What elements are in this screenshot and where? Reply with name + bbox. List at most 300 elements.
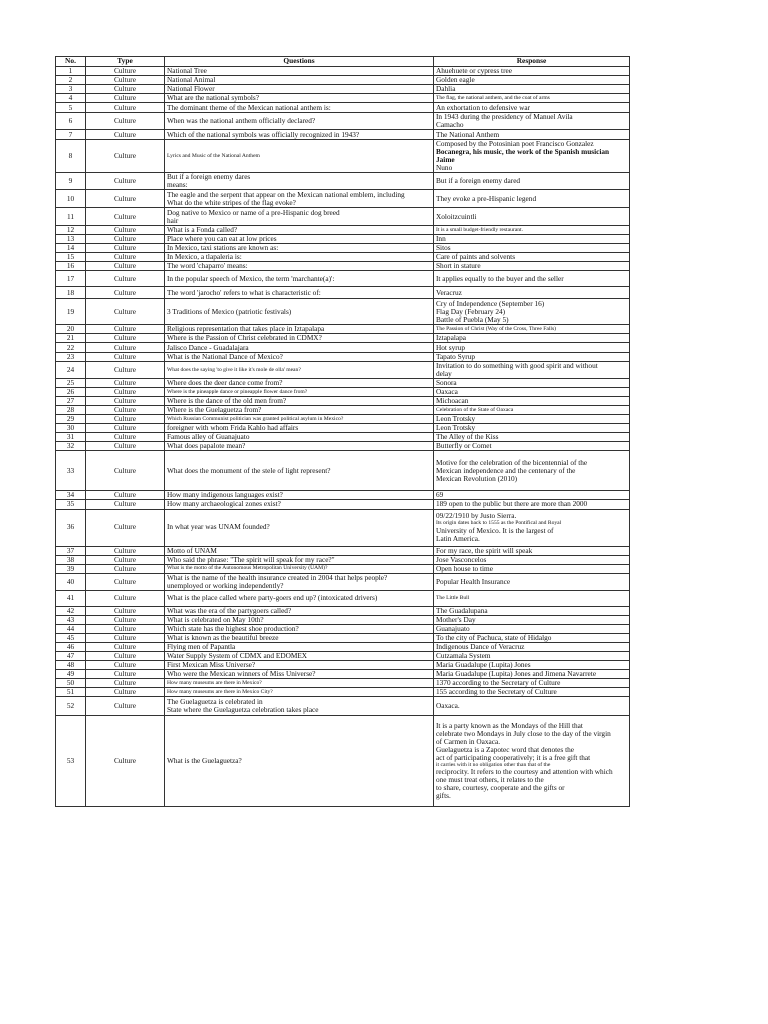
table-row	[56, 433, 630, 442]
response-cell	[434, 633, 630, 642]
row-number: 8	[56, 140, 86, 173]
header-type: Type	[86, 57, 165, 67]
table-row	[56, 262, 630, 271]
question-text: means:	[167, 180, 188, 190]
question-text: State where the Guelaguetza celebration takes place	[167, 704, 319, 714]
response-text: Sonora	[436, 378, 457, 388]
question-cell	[165, 406, 434, 415]
response-cell	[434, 67, 630, 76]
row-type: Culture	[86, 573, 165, 590]
response-text: of Carmen in Oaxaca.	[436, 736, 501, 746]
table-row	[56, 590, 630, 606]
response-text: Mexican Revolution (2010)	[436, 473, 518, 483]
row-type: Culture	[86, 325, 165, 334]
response-cell	[434, 451, 630, 491]
response-text: Inn	[436, 234, 446, 244]
row-type: Culture	[86, 262, 165, 271]
response-text: Composed by the Potosinian poet Francisco Gonzalez	[436, 139, 594, 149]
row-number: 27	[56, 397, 86, 406]
question-text: 3 Traditions of Mexico (patriotic festivals)	[167, 306, 292, 316]
table-row	[56, 94, 630, 103]
question-cell	[165, 500, 434, 509]
table-row	[56, 103, 630, 113]
table-row	[56, 669, 630, 678]
question-cell	[165, 687, 434, 696]
row-type: Culture	[86, 500, 165, 509]
response-text: Camacho	[436, 120, 464, 130]
question-cell	[165, 590, 434, 606]
table-row	[56, 130, 630, 140]
table-row	[56, 397, 630, 406]
response-text: Celebration of the State of Oaxaca	[436, 407, 514, 414]
response-text: But if a foreign enemy dared	[436, 176, 521, 186]
question-text: What does the saying 'to give it like it's mole de olla' mean?	[167, 367, 301, 374]
row-type: Culture	[86, 94, 165, 103]
table-row	[56, 715, 630, 806]
response-cell	[434, 299, 630, 325]
question-cell	[165, 94, 434, 103]
row-type: Culture	[86, 633, 165, 642]
question-cell	[165, 606, 434, 615]
row-number: 9	[56, 173, 86, 190]
response-cell	[434, 615, 630, 624]
row-number: 15	[56, 253, 86, 262]
row-number: 11	[56, 208, 86, 226]
table-row	[56, 687, 630, 696]
table-row	[56, 388, 630, 397]
row-type: Culture	[86, 433, 165, 442]
response-text: Golden eagle	[436, 75, 475, 85]
question-text: Flying men of Papantla	[167, 642, 236, 651]
question-cell	[165, 130, 434, 140]
row-number: 21	[56, 334, 86, 343]
response-cell	[434, 287, 630, 299]
response-cell	[434, 103, 630, 113]
row-type: Culture	[86, 85, 165, 94]
question-cell	[165, 642, 434, 651]
row-number: 10	[56, 190, 86, 208]
question-cell	[165, 85, 434, 94]
response-text: It is a party known as the Mondays of the Hill that	[436, 720, 583, 730]
row-type: Culture	[86, 590, 165, 606]
question-text: What do the white stripes of the flag evoke?	[167, 197, 296, 207]
table-row	[56, 624, 630, 633]
question-cell	[165, 325, 434, 334]
row-number: 4	[56, 94, 86, 103]
response-text: delay	[436, 369, 452, 379]
row-type: Culture	[86, 253, 165, 262]
response-text: Butterfly or Comet	[436, 441, 492, 451]
question-cell	[165, 353, 434, 362]
question-text: In Mexico, taxi stations are known as:	[167, 243, 279, 253]
row-type: Culture	[86, 696, 165, 715]
question-cell	[165, 76, 434, 85]
question-text: The word 'chaparro' means:	[167, 261, 248, 271]
response-text: gifts.	[436, 790, 451, 800]
response-text: Xoloitzcuintli	[436, 211, 477, 221]
response-text: Short in stature	[436, 261, 481, 271]
response-text: Flag Day (February 24)	[436, 306, 506, 316]
question-cell	[165, 253, 434, 262]
response-cell	[434, 624, 630, 633]
question-text: First Mexican Miss Universe?	[167, 660, 256, 669]
question-cell	[165, 226, 434, 235]
question-text: How many museums are there in Mexico?	[167, 679, 262, 686]
row-type: Culture	[86, 442, 165, 451]
table-row	[56, 651, 630, 660]
question-text: In Mexico, a tlapaleria is:	[167, 252, 242, 262]
question-text: National Animal	[167, 75, 216, 85]
question-cell	[165, 379, 434, 388]
question-cell	[165, 173, 434, 190]
question-cell	[165, 67, 434, 76]
response-text: Guanajuato	[436, 624, 470, 633]
question-cell	[165, 262, 434, 271]
question-cell	[165, 334, 434, 343]
question-text: What is a Fonda called?	[167, 225, 238, 235]
response-cell	[434, 94, 630, 103]
response-text: Jose Vasconcelos	[436, 555, 487, 564]
row-number: 28	[56, 406, 86, 415]
row-number: 22	[56, 343, 86, 353]
table-row	[56, 353, 630, 362]
question-text: What was the era of the partygoers called?	[167, 606, 292, 615]
response-cell	[434, 388, 630, 397]
response-text: Motive for the celebration of the bicentennial of the	[436, 457, 588, 467]
response-cell	[434, 235, 630, 244]
response-text: The Passion of Christ (Way of the Cross, Three Falls)	[436, 326, 557, 333]
row-number: 35	[56, 500, 86, 509]
question-text: Where is the pineapple dance or pineapple flower dance from?	[167, 389, 308, 396]
row-number: 39	[56, 564, 86, 573]
response-cell	[434, 226, 630, 235]
response-text: To the city of Pachuca, state of Hidalgo	[436, 633, 552, 642]
response-cell	[434, 509, 630, 546]
row-type: Culture	[86, 669, 165, 678]
response-text: to share, courtesy, cooperate and the gifts or	[436, 782, 565, 792]
table-row	[56, 442, 630, 451]
response-cell	[434, 253, 630, 262]
response-cell	[434, 113, 630, 130]
response-cell	[434, 669, 630, 678]
row-type: Culture	[86, 287, 165, 299]
question-text: When was the national anthem officially declared?	[167, 116, 316, 126]
response-cell	[434, 244, 630, 253]
response-text: An exhortation to defensive war	[436, 102, 531, 112]
question-text: How many museums are there in Mexico City?	[167, 688, 273, 695]
response-text: Open house to time	[436, 564, 493, 573]
question-text: foreigner with whom Frida Kahlo had affairs	[167, 423, 299, 433]
response-text: 09/22/1910 by Justo Sierra.	[436, 511, 517, 521]
row-number: 48	[56, 660, 86, 669]
response-text: celebrate two Mondays in July close to the day of the virgin	[436, 728, 611, 738]
response-cell	[434, 415, 630, 424]
question-cell	[165, 362, 434, 379]
response-text: Guelaguetza is a Zapotec word that denotes the	[436, 744, 574, 754]
response-text: Maria Guadalupe (Lupita) Jones	[436, 660, 531, 669]
row-type: Culture	[86, 678, 165, 687]
row-type: Culture	[86, 67, 165, 76]
response-text: For my race, the spirit will speak	[436, 546, 533, 555]
question-text: Who said the phrase: "The spirit will speak for my race?"	[167, 555, 335, 564]
question-text: Which state has the highest shoe production?	[167, 624, 299, 633]
row-number: 52	[56, 696, 86, 715]
question-cell	[165, 651, 434, 660]
row-number: 50	[56, 678, 86, 687]
question-text: What is the National Dance of Mexico?	[167, 352, 283, 362]
table-row	[56, 564, 630, 573]
row-number: 46	[56, 642, 86, 651]
response-cell	[434, 651, 630, 660]
row-number: 47	[56, 651, 86, 660]
question-cell	[165, 573, 434, 590]
response-text: Its origin dates back to 1555 as the Pontifical and Royal	[436, 520, 562, 527]
header-response: Response	[434, 57, 630, 67]
question-text: What is the name of the health insurance created in 2004 that helps people?	[167, 573, 388, 582]
row-type: Culture	[86, 103, 165, 113]
row-type: Culture	[86, 397, 165, 406]
row-type: Culture	[86, 271, 165, 287]
response-text: They evoke a pre-Hispanic legend	[436, 193, 537, 203]
row-number: 16	[56, 262, 86, 271]
question-text: How many indigenous languages exist?	[167, 490, 283, 500]
table-row	[56, 509, 630, 546]
response-cell	[434, 208, 630, 226]
table-row	[56, 606, 630, 615]
question-cell	[165, 678, 434, 687]
row-number: 30	[56, 424, 86, 433]
response-cell	[434, 130, 630, 140]
response-text: Invitation to do something with good spirit and without	[436, 361, 598, 371]
response-cell	[434, 325, 630, 334]
row-number: 13	[56, 235, 86, 244]
response-text: act of participating cooperatively; it is a free gift that	[436, 752, 591, 762]
response-text: It is a small budget-friendly restaurant.	[436, 227, 523, 234]
response-text: University of Mexico. It is the largest of	[436, 525, 554, 535]
response-text: The Guadalupana	[436, 606, 488, 615]
response-cell	[434, 555, 630, 564]
response-text: Popular Health Insurance	[436, 576, 511, 586]
response-cell	[434, 573, 630, 590]
response-cell	[434, 76, 630, 85]
table-row	[56, 546, 630, 555]
row-number: 5	[56, 103, 86, 113]
question-text: Dog native to Mexico or name of a pre-Hispanic dog breed	[167, 207, 340, 217]
question-text: hair	[167, 215, 179, 225]
response-text: In 1943 during the presidency of Manuel Avila	[436, 112, 573, 122]
row-number: 6	[56, 113, 86, 130]
response-text: Nuno	[436, 163, 453, 173]
question-text: But if a foreign enemy dares	[167, 172, 251, 182]
row-type: Culture	[86, 546, 165, 555]
question-cell	[165, 271, 434, 287]
table-row	[56, 573, 630, 590]
question-text: In what year was UNAM founded?	[167, 522, 270, 532]
question-cell	[165, 715, 434, 806]
question-text: Where is the Passion of Christ celebrated in CDMX?	[167, 333, 322, 343]
question-cell	[165, 299, 434, 325]
response-text: Veracruz	[436, 287, 462, 297]
response-text: Michoacan	[436, 396, 469, 406]
response-cell	[434, 140, 630, 173]
question-text: Where is the dance of the old men from?	[167, 396, 287, 406]
response-cell	[434, 590, 630, 606]
question-text: Religious representation that takes place in Iztapalapa	[167, 324, 325, 334]
table-row	[56, 491, 630, 500]
question-cell	[165, 244, 434, 253]
row-type: Culture	[86, 651, 165, 660]
row-type: Culture	[86, 491, 165, 500]
row-type: Culture	[86, 343, 165, 353]
row-number: 45	[56, 633, 86, 642]
question-text: Jalisco Dance - Guadalajara	[167, 342, 249, 352]
question-cell	[165, 103, 434, 113]
question-cell	[165, 509, 434, 546]
table-row	[56, 615, 630, 624]
question-text: The eagle and the serpent that appear on the Mexican national emblem, including	[167, 189, 405, 199]
question-cell	[165, 235, 434, 244]
row-type: Culture	[86, 130, 165, 140]
question-cell	[165, 343, 434, 353]
table-row	[56, 113, 630, 130]
question-cell	[165, 113, 434, 130]
response-cell	[434, 424, 630, 433]
response-cell	[434, 687, 630, 696]
response-text: Oaxaca	[436, 387, 458, 397]
response-text: Mexican independence and the centenary of the	[436, 465, 576, 475]
response-text: Oaxaca.	[436, 700, 460, 710]
question-cell	[165, 555, 434, 564]
row-number: 20	[56, 325, 86, 334]
row-type: Culture	[86, 208, 165, 226]
question-cell	[165, 208, 434, 226]
response-text: Cutzamala System	[436, 651, 491, 660]
row-number: 44	[56, 624, 86, 633]
response-cell	[434, 379, 630, 388]
table-row	[56, 642, 630, 651]
question-cell	[165, 397, 434, 406]
table-row	[56, 253, 630, 262]
row-number: 14	[56, 244, 86, 253]
row-type: Culture	[86, 140, 165, 173]
row-type: Culture	[86, 334, 165, 343]
response-cell	[434, 190, 630, 208]
question-text: How many archaeological zones exist?	[167, 499, 281, 509]
row-number: 37	[56, 546, 86, 555]
row-number: 49	[56, 669, 86, 678]
table-row	[56, 678, 630, 687]
row-number: 36	[56, 509, 86, 546]
row-number: 25	[56, 379, 86, 388]
row-number: 29	[56, 415, 86, 424]
table-row	[56, 362, 630, 379]
response-text: It applies equally to the buyer and the seller	[436, 273, 564, 283]
question-text: What is the place called where party-goers end up? (intoxicated drivers)	[167, 593, 378, 603]
row-type: Culture	[86, 509, 165, 546]
response-cell	[434, 334, 630, 343]
question-text: Lyrics and Music of the National Anthem	[167, 153, 260, 160]
table-row	[56, 67, 630, 76]
question-cell	[165, 633, 434, 642]
table-row	[56, 406, 630, 415]
response-text: Leon Trotsky	[436, 423, 476, 433]
response-text: The flag, the national anthem, and the coat of arms	[436, 94, 550, 101]
table-row	[56, 244, 630, 253]
response-cell	[434, 606, 630, 615]
response-cell	[434, 442, 630, 451]
question-text: Famous alley of Guanajuato	[167, 432, 250, 442]
question-text: In the popular speech of Mexico, the term 'marchante(a)':	[167, 273, 335, 283]
response-cell	[434, 564, 630, 573]
response-cell	[434, 343, 630, 353]
response-cell	[434, 696, 630, 715]
question-text: What does the monument of the stele of light represent?	[167, 465, 331, 475]
row-type: Culture	[86, 415, 165, 424]
question-cell	[165, 491, 434, 500]
response-text: Cry of Independence (September 16)	[436, 298, 545, 308]
row-number: 19	[56, 299, 86, 325]
table-row	[56, 343, 630, 353]
row-type: Culture	[86, 642, 165, 651]
question-text: National Flower	[167, 84, 215, 94]
response-text: Mother's Day	[436, 615, 476, 624]
row-number: 18	[56, 287, 86, 299]
response-cell	[434, 271, 630, 287]
question-cell	[165, 451, 434, 491]
response-text: Sitos	[436, 243, 451, 253]
question-cell	[165, 546, 434, 555]
row-type: Culture	[86, 226, 165, 235]
question-text: What is known as the beautiful breeze	[167, 633, 279, 642]
question-cell	[165, 669, 434, 678]
response-cell	[434, 406, 630, 415]
row-type: Culture	[86, 615, 165, 624]
table-row	[56, 424, 630, 433]
row-type: Culture	[86, 190, 165, 208]
response-text: Dahlia	[436, 84, 456, 94]
table-row	[56, 696, 630, 715]
question-text: National Tree	[167, 66, 207, 75]
question-cell	[165, 696, 434, 715]
question-text: Where does the deer dance come from?	[167, 378, 283, 388]
response-cell	[434, 353, 630, 362]
response-text: Hot syrup	[436, 342, 465, 352]
table-row	[56, 415, 630, 424]
row-number: 41	[56, 590, 86, 606]
response-cell	[434, 678, 630, 687]
question-text: What is the Guelaguetza?	[167, 755, 242, 765]
response-text: 69	[436, 490, 444, 500]
table-row	[56, 173, 630, 190]
row-number: 12	[56, 226, 86, 235]
response-cell	[434, 546, 630, 555]
response-text: The Alley of the Kiss	[436, 432, 499, 442]
row-type: Culture	[86, 379, 165, 388]
row-number: 17	[56, 271, 86, 287]
question-cell	[165, 388, 434, 397]
response-text: Maria Guadalupe (Lupita) Jones and Jimena Navarrete	[436, 669, 597, 678]
row-number: 1	[56, 67, 86, 76]
row-type: Culture	[86, 424, 165, 433]
response-cell	[434, 491, 630, 500]
question-text: Which of the national symbols was officially recognized in 1943?	[167, 129, 360, 139]
question-text: What is celebrated on May 10th?	[167, 615, 264, 624]
question-text: What is the motto of the Autonomous Metropolitan University (UAM)?	[167, 565, 328, 572]
row-type: Culture	[86, 715, 165, 806]
row-type: Culture	[86, 687, 165, 696]
row-type: Culture	[86, 388, 165, 397]
question-text: Which Russian Communist politician was granted political asylum in Mexico?	[167, 416, 344, 423]
